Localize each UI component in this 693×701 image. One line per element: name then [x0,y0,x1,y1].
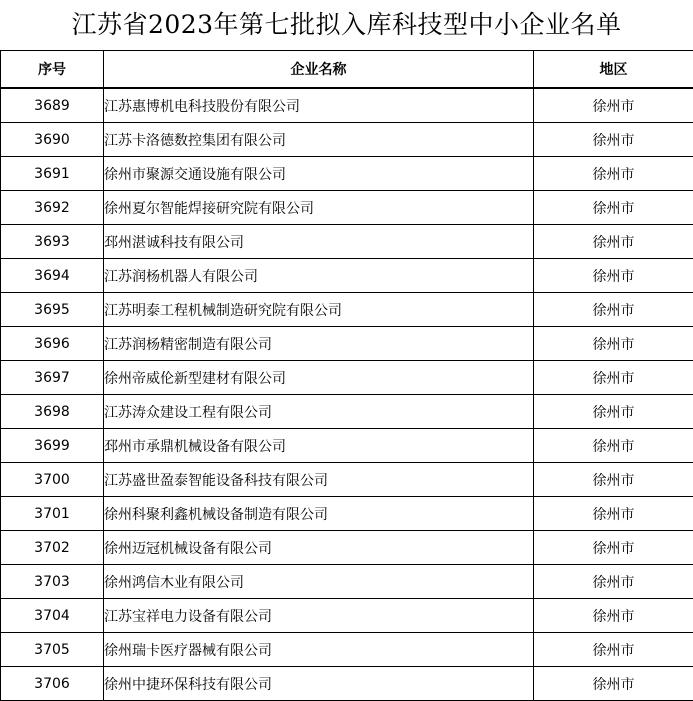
cell-company-name: 江苏惠博机电科技股份有限公司 [104,88,534,123]
cell-company-name: 江苏卡洛德数控集团有限公司 [104,123,534,157]
cell-number: 3698 [1,395,104,429]
table-row [1,531,693,565]
cell-region: 徐州市 [534,429,693,463]
table-row [1,599,693,633]
table-row [1,633,693,667]
cell-region: 徐州市 [534,157,693,191]
cell-region: 徐州市 [534,667,693,701]
cell-number: 3702 [1,531,104,565]
cell-region: 徐州市 [534,225,693,259]
table-row [1,259,693,293]
cell-region: 徐州市 [534,88,693,123]
table-row [1,565,693,599]
cell-region: 徐州市 [534,395,693,429]
table-row [1,293,693,327]
table-row [1,667,693,701]
column-header-company: 企业名称 [104,51,534,89]
cell-number: 3689 [1,88,104,123]
cell-region: 徐州市 [534,259,693,293]
cell-region: 徐州市 [534,191,693,225]
cell-company-name: 江苏润杨精密制造有限公司 [104,327,534,361]
page-title: 江苏省2023年第七批拟入库科技型中小企业名单 [71,10,622,39]
cell-number: 3691 [1,157,104,191]
cell-region: 徐州市 [534,497,693,531]
cell-company-name: 徐州夏尔智能焊接研究院有限公司 [104,191,534,225]
table-row [1,497,693,531]
cell-number: 3699 [1,429,104,463]
cell-number: 3706 [1,667,104,701]
cell-region: 徐州市 [534,327,693,361]
cell-number: 3694 [1,259,104,293]
cell-number: 3690 [1,123,104,157]
cell-company-name: 徐州帝威伦新型建材有限公司 [104,361,534,395]
cell-company-name: 邳州市承鼎机械设备有限公司 [104,429,534,463]
cell-company-name: 徐州科聚利鑫机械设备制造有限公司 [104,497,534,531]
table-row [1,225,693,259]
cell-number: 3693 [1,225,104,259]
table-row [1,361,693,395]
cell-number: 3701 [1,497,104,531]
cell-number: 3704 [1,599,104,633]
company-list-table [0,50,693,701]
table-row [1,157,693,191]
cell-region: 徐州市 [534,361,693,395]
cell-company-name: 邳州湛诚科技有限公司 [104,225,534,259]
table-row [1,395,693,429]
table-row [1,463,693,497]
cell-number: 3696 [1,327,104,361]
column-header-region: 地区 [534,51,693,89]
cell-region: 徐州市 [534,463,693,497]
cell-region: 徐州市 [534,123,693,157]
cell-company-name: 徐州瑞卡医疗器械有限公司 [104,633,534,667]
cell-region: 徐州市 [534,565,693,599]
cell-number: 3703 [1,565,104,599]
cell-company-name: 江苏盛世盈泰智能设备科技有限公司 [104,463,534,497]
table-header-row [1,51,693,89]
table-row [1,429,693,463]
table-row [1,191,693,225]
cell-region: 徐州市 [534,633,693,667]
cell-company-name: 江苏润杨机器人有限公司 [104,259,534,293]
cell-number: 3695 [1,293,104,327]
cell-company-name: 徐州迈冠机械设备有限公司 [104,531,534,565]
cell-number: 3697 [1,361,104,395]
table-row [1,88,693,123]
cell-company-name: 江苏宝祥电力设备有限公司 [104,599,534,633]
cell-company-name: 徐州市聚源交通设施有限公司 [104,157,534,191]
cell-region: 徐州市 [534,531,693,565]
cell-number: 3700 [1,463,104,497]
cell-region: 徐州市 [534,599,693,633]
column-header-number: 序号 [1,51,104,89]
cell-company-name: 江苏涛众建设工程有限公司 [104,395,534,429]
cell-company-name: 徐州中捷环保科技有限公司 [104,667,534,701]
cell-number: 3705 [1,633,104,667]
table-body [1,88,693,701]
table-row [1,327,693,361]
cell-region: 徐州市 [534,293,693,327]
cell-company-name: 徐州鸿信木业有限公司 [104,565,534,599]
cell-number: 3692 [1,191,104,225]
cell-company-name: 江苏明泰工程机械制造研究院有限公司 [104,293,534,327]
table-row [1,123,693,157]
